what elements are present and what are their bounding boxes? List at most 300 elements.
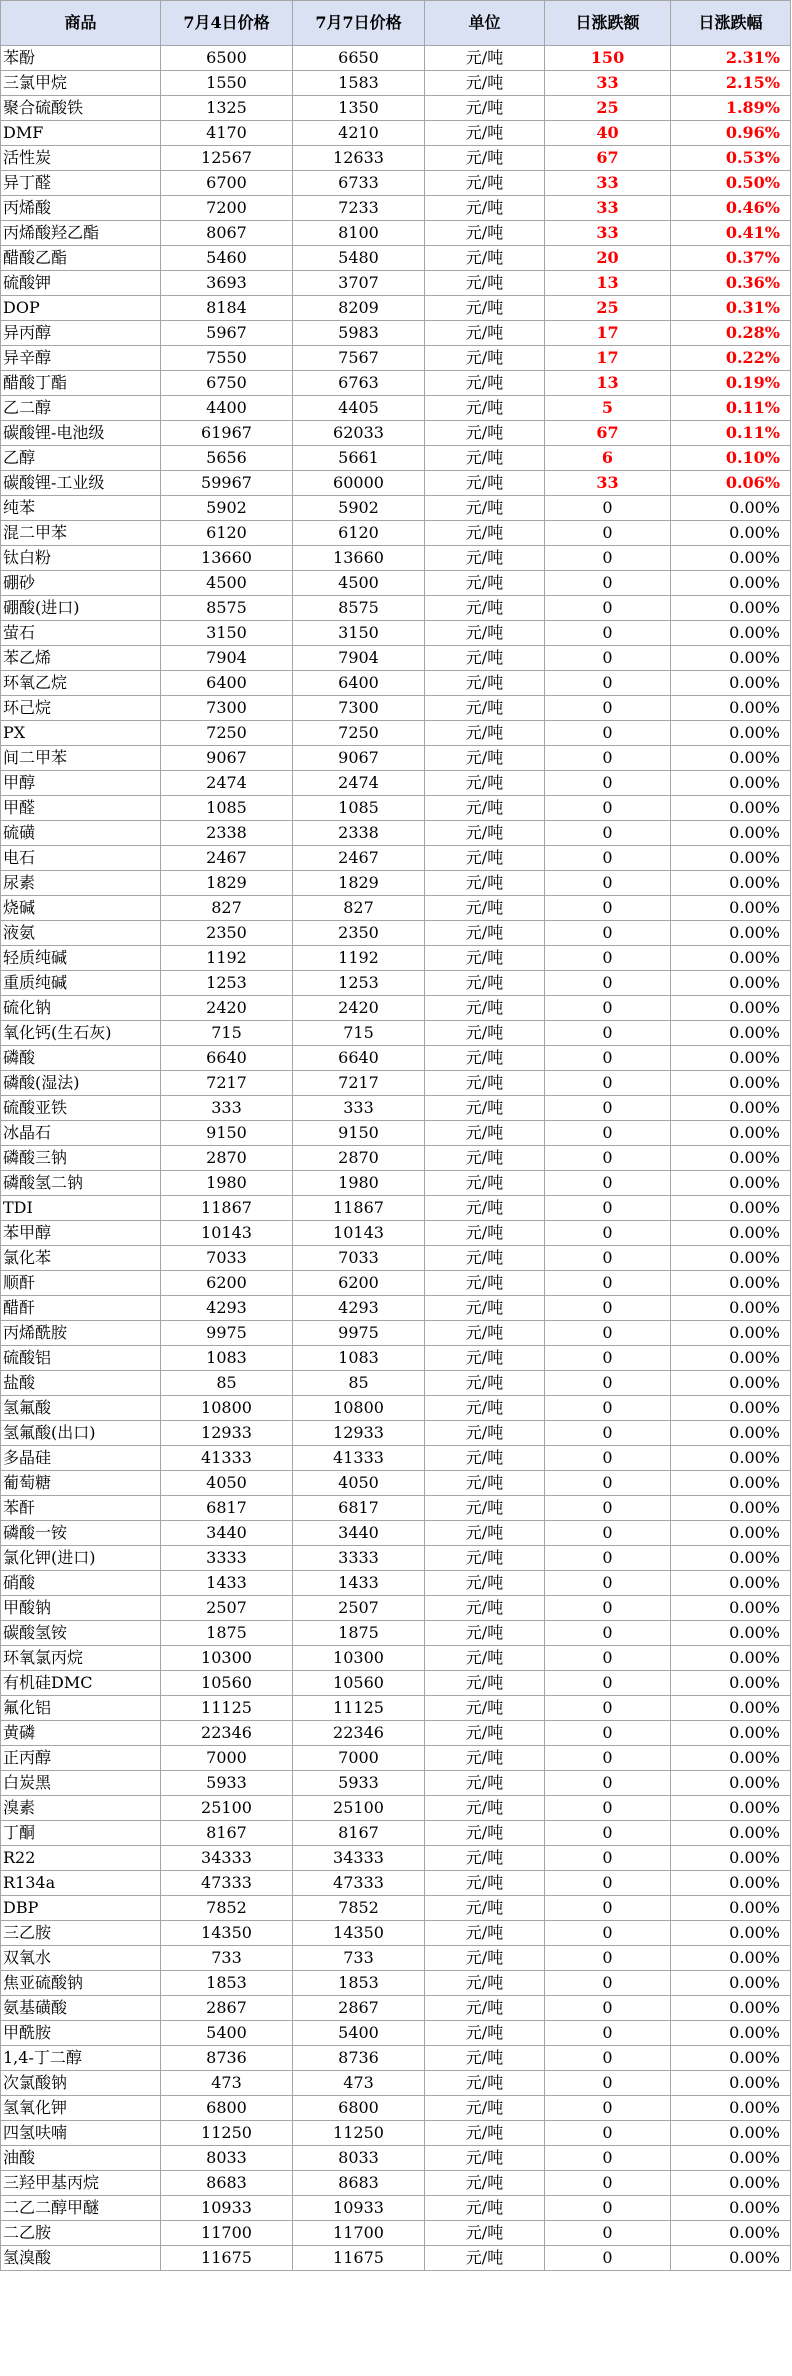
cell-change: 20 [545, 246, 671, 271]
table-row [1, 1346, 791, 1371]
cell-price-jul7: 7852 [293, 1896, 425, 1921]
cell-price-jul7: 8209 [293, 296, 425, 321]
cell-price-jul4: 1980 [161, 1171, 293, 1196]
cell-product: 尿素 [1, 871, 161, 896]
cell-unit: 元/吨 [425, 1846, 545, 1871]
cell-price-jul7: 8100 [293, 221, 425, 246]
table-row [1, 1296, 791, 1321]
cell-product: 苯酐 [1, 1496, 161, 1521]
cell-price-jul4: 6200 [161, 1271, 293, 1296]
cell-product: 葡萄糖 [1, 1471, 161, 1496]
cell-change: 13 [545, 271, 671, 296]
cell-change: 0 [545, 1896, 671, 1921]
cell-change-pct: 0.00% [671, 2221, 791, 2246]
table-row [1, 946, 791, 971]
cell-price-jul4: 7300 [161, 696, 293, 721]
cell-product: 顺酐 [1, 1271, 161, 1296]
cell-unit: 元/吨 [425, 671, 545, 696]
cell-change-pct: 0.00% [671, 1896, 791, 1921]
cell-unit: 元/吨 [425, 1796, 545, 1821]
table-row [1, 721, 791, 746]
cell-price-jul4: 22346 [161, 1721, 293, 1746]
table-row [1, 996, 791, 1021]
cell-unit: 元/吨 [425, 1321, 545, 1346]
cell-change-pct: 0.00% [671, 746, 791, 771]
cell-price-jul4: 2870 [161, 1146, 293, 1171]
cell-price-jul4: 6120 [161, 521, 293, 546]
cell-price-jul4: 8167 [161, 1821, 293, 1846]
cell-product: 三氯甲烷 [1, 71, 161, 96]
table-row [1, 921, 791, 946]
cell-price-jul7: 11125 [293, 1696, 425, 1721]
cell-price-jul4: 7852 [161, 1896, 293, 1921]
cell-change: 0 [545, 946, 671, 971]
table-row [1, 471, 791, 496]
cell-product: 丙烯酸羟乙酯 [1, 221, 161, 246]
cell-unit: 元/吨 [425, 2046, 545, 2071]
cell-price-jul4: 6750 [161, 371, 293, 396]
cell-product: 丙烯酰胺 [1, 1321, 161, 1346]
cell-change-pct: 0.00% [671, 1321, 791, 1346]
cell-price-jul4: 3440 [161, 1521, 293, 1546]
cell-price-jul4: 4400 [161, 396, 293, 421]
cell-change-pct: 0.36% [671, 271, 791, 296]
cell-change-pct: 0.00% [671, 571, 791, 596]
cell-change-pct: 0.00% [671, 2196, 791, 2221]
table-row [1, 1271, 791, 1296]
cell-unit: 元/吨 [425, 1021, 545, 1046]
cell-price-jul7: 47333 [293, 1871, 425, 1896]
cell-change: 6 [545, 446, 671, 471]
cell-unit: 元/吨 [425, 1046, 545, 1071]
cell-unit: 元/吨 [425, 796, 545, 821]
cell-change-pct: 0.00% [671, 596, 791, 621]
cell-price-jul7: 6763 [293, 371, 425, 396]
cell-change: 0 [545, 1121, 671, 1146]
table-row [1, 1496, 791, 1521]
cell-price-jul4: 5967 [161, 321, 293, 346]
cell-price-jul7: 10300 [293, 1646, 425, 1671]
cell-product: 磷酸三钠 [1, 1146, 161, 1171]
cell-unit: 元/吨 [425, 1346, 545, 1371]
cell-product: R134a [1, 1871, 161, 1896]
cell-change-pct: 0.96% [671, 121, 791, 146]
cell-price-jul7: 3440 [293, 1521, 425, 1546]
cell-price-jul4: 4500 [161, 571, 293, 596]
table-row [1, 796, 791, 821]
cell-change-pct: 0.00% [671, 1396, 791, 1421]
cell-change: 0 [545, 1546, 671, 1571]
cell-price-jul7: 5661 [293, 446, 425, 471]
cell-change-pct: 0.11% [671, 421, 791, 446]
cell-change-pct: 0.00% [671, 1371, 791, 1396]
table-row [1, 1021, 791, 1046]
cell-change-pct: 0.53% [671, 146, 791, 171]
table-row [1, 271, 791, 296]
cell-change-pct: 0.00% [671, 2121, 791, 2146]
table-row [1, 1471, 791, 1496]
cell-change: 0 [545, 821, 671, 846]
cell-change-pct: 0.00% [671, 1846, 791, 1871]
table-row [1, 1596, 791, 1621]
cell-change-pct: 0.00% [671, 1696, 791, 1721]
cell-change-pct: 0.00% [671, 1521, 791, 1546]
cell-change-pct: 0.00% [671, 1121, 791, 1146]
cell-unit: 元/吨 [425, 546, 545, 571]
cell-change: 0 [545, 1821, 671, 1846]
cell-unit: 元/吨 [425, 646, 545, 671]
table-row [1, 1896, 791, 1921]
cell-product: 异丁醛 [1, 171, 161, 196]
cell-product: 碳酸锂-电池级 [1, 421, 161, 446]
cell-unit: 元/吨 [425, 1771, 545, 1796]
cell-price-jul4: 25100 [161, 1796, 293, 1821]
cell-price-jul7: 11700 [293, 2221, 425, 2246]
cell-price-jul7: 5902 [293, 496, 425, 521]
table-row [1, 671, 791, 696]
table-row [1, 171, 791, 196]
cell-price-jul4: 8736 [161, 2046, 293, 2071]
table-row [1, 1796, 791, 1821]
cell-price-jul7: 1253 [293, 971, 425, 996]
cell-price-jul7: 25100 [293, 1796, 425, 1821]
cell-change: 0 [545, 796, 671, 821]
table-row [1, 2246, 791, 2271]
cell-price-jul7: 9150 [293, 1121, 425, 1146]
cell-change: 0 [545, 696, 671, 721]
cell-product: 二乙胺 [1, 2221, 161, 2246]
cell-product: 磷酸氢二钠 [1, 1171, 161, 1196]
cell-price-jul4: 12567 [161, 146, 293, 171]
cell-price-jul7: 1350 [293, 96, 425, 121]
table-row [1, 396, 791, 421]
cell-change: 0 [545, 1221, 671, 1246]
cell-unit: 元/吨 [425, 71, 545, 96]
cell-unit: 元/吨 [425, 1421, 545, 1446]
cell-price-jul4: 2467 [161, 846, 293, 871]
cell-price-jul4: 34333 [161, 1846, 293, 1871]
table-row [1, 2221, 791, 2246]
cell-product: 白炭黑 [1, 1771, 161, 1796]
cell-price-jul7: 5933 [293, 1771, 425, 1796]
table-row [1, 421, 791, 446]
cell-price-jul7: 10143 [293, 1221, 425, 1246]
cell-unit: 元/吨 [425, 196, 545, 221]
cell-price-jul4: 10300 [161, 1646, 293, 1671]
header-row [1, 1, 791, 46]
cell-unit: 元/吨 [425, 271, 545, 296]
cell-change-pct: 0.00% [671, 1921, 791, 1946]
cell-change-pct: 0.00% [671, 2146, 791, 2171]
cell-product: 聚合硫酸铁 [1, 96, 161, 121]
table-row [1, 1846, 791, 1871]
cell-unit: 元/吨 [425, 1296, 545, 1321]
cell-product: 硫酸钾 [1, 271, 161, 296]
cell-product: 焦亚硫酸钠 [1, 1971, 161, 1996]
cell-unit: 元/吨 [425, 2021, 545, 2046]
cell-price-jul7: 1433 [293, 1571, 425, 1596]
cell-product: 三羟甲基丙烷 [1, 2171, 161, 2196]
cell-change: 0 [545, 1471, 671, 1496]
cell-product: 环氧乙烷 [1, 671, 161, 696]
cell-unit: 元/吨 [425, 1371, 545, 1396]
cell-price-jul4: 473 [161, 2071, 293, 2096]
cell-change-pct: 0.00% [671, 1246, 791, 1271]
table-row [1, 546, 791, 571]
cell-product: 硫酸亚铁 [1, 1096, 161, 1121]
cell-price-jul7: 4293 [293, 1296, 425, 1321]
cell-price-jul7: 2420 [293, 996, 425, 1021]
cell-product: 氧化钙(生石灰) [1, 1021, 161, 1046]
cell-product: 有机硅DMC [1, 1671, 161, 1696]
cell-product: 甲醛 [1, 796, 161, 821]
cell-product: 硼砂 [1, 571, 161, 596]
cell-price-jul4: 2474 [161, 771, 293, 796]
cell-price-jul7: 7300 [293, 696, 425, 721]
cell-change: 0 [545, 546, 671, 571]
cell-change: 17 [545, 346, 671, 371]
cell-product: 异辛醇 [1, 346, 161, 371]
cell-change: 40 [545, 121, 671, 146]
cell-change-pct: 0.00% [671, 1771, 791, 1796]
cell-price-jul4: 6817 [161, 1496, 293, 1521]
cell-product: 硝酸 [1, 1571, 161, 1596]
cell-price-jul4: 1325 [161, 96, 293, 121]
cell-change: 25 [545, 296, 671, 321]
table-row [1, 771, 791, 796]
cell-price-jul4: 7904 [161, 646, 293, 671]
cell-change: 0 [545, 1421, 671, 1446]
cell-price-jul7: 1829 [293, 871, 425, 896]
cell-price-jul7: 3333 [293, 1546, 425, 1571]
table-row [1, 96, 791, 121]
cell-change-pct: 0.00% [671, 996, 791, 1021]
cell-unit: 元/吨 [425, 721, 545, 746]
cell-price-jul7: 22346 [293, 1721, 425, 1746]
cell-product: 二乙二醇甲醚 [1, 2196, 161, 2221]
cell-change: 0 [545, 896, 671, 921]
cell-product: 1,4-丁二醇 [1, 2046, 161, 2071]
table-body [1, 46, 791, 2271]
cell-price-jul4: 1192 [161, 946, 293, 971]
cell-change: 0 [545, 496, 671, 521]
cell-product: 烧碱 [1, 896, 161, 921]
cell-product: 氢氧化钾 [1, 2096, 161, 2121]
cell-price-jul4: 5400 [161, 2021, 293, 2046]
cell-change: 0 [545, 521, 671, 546]
cell-price-jul4: 4050 [161, 1471, 293, 1496]
cell-price-jul4: 9067 [161, 746, 293, 771]
cell-change: 0 [545, 1196, 671, 1221]
cell-unit: 元/吨 [425, 921, 545, 946]
cell-unit: 元/吨 [425, 1746, 545, 1771]
cell-unit: 元/吨 [425, 1621, 545, 1646]
cell-price-jul4: 1853 [161, 1971, 293, 1996]
table-row [1, 1921, 791, 1946]
cell-price-jul4: 10143 [161, 1221, 293, 1246]
cell-product: 硫磺 [1, 821, 161, 846]
cell-product: 冰晶石 [1, 1121, 161, 1146]
cell-change: 0 [545, 1721, 671, 1746]
table-row [1, 1671, 791, 1696]
cell-unit: 元/吨 [425, 471, 545, 496]
cell-price-jul4: 9975 [161, 1321, 293, 1346]
cell-change: 0 [545, 871, 671, 896]
cell-price-jul4: 1550 [161, 71, 293, 96]
cell-price-jul4: 47333 [161, 1871, 293, 1896]
cell-price-jul7: 12933 [293, 1421, 425, 1446]
cell-product: 混二甲苯 [1, 521, 161, 546]
cell-unit: 元/吨 [425, 2221, 545, 2246]
cell-change-pct: 0.00% [671, 771, 791, 796]
table-row [1, 221, 791, 246]
cell-change: 0 [545, 2196, 671, 2221]
cell-unit: 元/吨 [425, 1121, 545, 1146]
cell-unit: 元/吨 [425, 596, 545, 621]
cell-product: 重质纯碱 [1, 971, 161, 996]
cell-product: 碳酸锂-工业级 [1, 471, 161, 496]
cell-price-jul4: 85 [161, 1371, 293, 1396]
cell-unit: 元/吨 [425, 1171, 545, 1196]
cell-change: 0 [545, 1596, 671, 1621]
cell-unit: 元/吨 [425, 1671, 545, 1696]
table-row [1, 2196, 791, 2221]
cell-change: 0 [545, 1021, 671, 1046]
cell-change-pct: 0.00% [671, 1621, 791, 1646]
cell-product: 萤石 [1, 621, 161, 646]
cell-product: 碳酸氢铵 [1, 1621, 161, 1646]
cell-price-jul7: 6120 [293, 521, 425, 546]
table-row [1, 371, 791, 396]
cell-product: 液氨 [1, 921, 161, 946]
cell-change: 0 [545, 1446, 671, 1471]
cell-change-pct: 0.00% [671, 1421, 791, 1446]
cell-price-jul7: 4210 [293, 121, 425, 146]
cell-price-jul7: 2350 [293, 921, 425, 946]
cell-change-pct: 0.00% [671, 1346, 791, 1371]
cell-price-jul7: 12633 [293, 146, 425, 171]
cell-change: 0 [545, 771, 671, 796]
cell-price-jul7: 1583 [293, 71, 425, 96]
cell-price-jul7: 6800 [293, 2096, 425, 2121]
cell-price-jul4: 1875 [161, 1621, 293, 1646]
cell-change: 0 [545, 1271, 671, 1296]
cell-unit: 元/吨 [425, 371, 545, 396]
cell-change: 0 [545, 646, 671, 671]
cell-unit: 元/吨 [425, 2246, 545, 2271]
cell-unit: 元/吨 [425, 1921, 545, 1946]
cell-product: 醋酸丁酯 [1, 371, 161, 396]
cell-unit: 元/吨 [425, 896, 545, 921]
cell-change: 67 [545, 146, 671, 171]
cell-change: 0 [545, 1071, 671, 1096]
cell-price-jul7: 1085 [293, 796, 425, 821]
header-unit: 单位 [425, 1, 545, 46]
cell-unit: 元/吨 [425, 1821, 545, 1846]
cell-change-pct: 0.00% [671, 1046, 791, 1071]
table-row [1, 496, 791, 521]
cell-unit: 元/吨 [425, 1996, 545, 2021]
cell-change-pct: 0.00% [671, 1446, 791, 1471]
cell-product: 氢氟酸 [1, 1396, 161, 1421]
cell-price-jul7: 6650 [293, 46, 425, 71]
cell-price-jul7: 60000 [293, 471, 425, 496]
cell-change-pct: 0.00% [671, 1721, 791, 1746]
cell-product: 溴素 [1, 1796, 161, 1821]
cell-change-pct: 0.00% [671, 1471, 791, 1496]
cell-unit: 元/吨 [425, 1271, 545, 1296]
cell-unit: 元/吨 [425, 1071, 545, 1096]
cell-unit: 元/吨 [425, 1221, 545, 1246]
cell-product: 醋酐 [1, 1296, 161, 1321]
cell-price-jul7: 62033 [293, 421, 425, 446]
cell-change-pct: 0.00% [671, 1271, 791, 1296]
cell-price-jul7: 6640 [293, 1046, 425, 1071]
cell-unit: 元/吨 [425, 621, 545, 646]
cell-change: 33 [545, 196, 671, 221]
cell-price-jul4: 11675 [161, 2246, 293, 2271]
cell-change: 0 [545, 2146, 671, 2171]
cell-product: 轻质纯碱 [1, 946, 161, 971]
cell-change: 0 [545, 621, 671, 646]
cell-change-pct: 0.41% [671, 221, 791, 246]
cell-change: 0 [545, 1496, 671, 1521]
cell-change: 0 [545, 2246, 671, 2271]
cell-unit: 元/吨 [425, 2096, 545, 2121]
cell-product: 磷酸(湿法) [1, 1071, 161, 1096]
cell-change: 0 [545, 1771, 671, 1796]
table-row [1, 1096, 791, 1121]
cell-change-pct: 0.19% [671, 371, 791, 396]
cell-price-jul7: 8167 [293, 1821, 425, 1846]
cell-unit: 元/吨 [425, 1196, 545, 1221]
table-row [1, 1546, 791, 1571]
cell-product: 硫化钠 [1, 996, 161, 1021]
cell-price-jul4: 715 [161, 1021, 293, 1046]
cell-price-jul4: 2507 [161, 1596, 293, 1621]
table-row [1, 1196, 791, 1221]
cell-product: 甲醇 [1, 771, 161, 796]
cell-product: 硼酸(进口) [1, 596, 161, 621]
table-row [1, 696, 791, 721]
cell-product: 环氧氯丙烷 [1, 1646, 161, 1671]
cell-price-jul4: 7550 [161, 346, 293, 371]
table-row [1, 521, 791, 546]
cell-unit: 元/吨 [425, 396, 545, 421]
cell-change: 0 [545, 1171, 671, 1196]
cell-change: 0 [545, 1846, 671, 1871]
cell-product: 氢氟酸(出口) [1, 1421, 161, 1446]
cell-product: 环己烷 [1, 696, 161, 721]
cell-product: 钛白粉 [1, 546, 161, 571]
cell-price-jul4: 2350 [161, 921, 293, 946]
cell-product: 电石 [1, 846, 161, 871]
cell-change: 0 [545, 1946, 671, 1971]
table-row [1, 1746, 791, 1771]
table-row [1, 1821, 791, 1846]
cell-change: 0 [545, 1296, 671, 1321]
watermark [120, 2285, 680, 2345]
cell-unit: 元/吨 [425, 1646, 545, 1671]
cell-change: 0 [545, 921, 671, 946]
cell-unit: 元/吨 [425, 421, 545, 446]
cell-change-pct: 0.00% [671, 1546, 791, 1571]
cell-change-pct: 0.00% [671, 696, 791, 721]
cell-price-jul4: 11867 [161, 1196, 293, 1221]
cell-price-jul4: 5902 [161, 496, 293, 521]
cell-price-jul7: 6733 [293, 171, 425, 196]
table-row [1, 1121, 791, 1146]
